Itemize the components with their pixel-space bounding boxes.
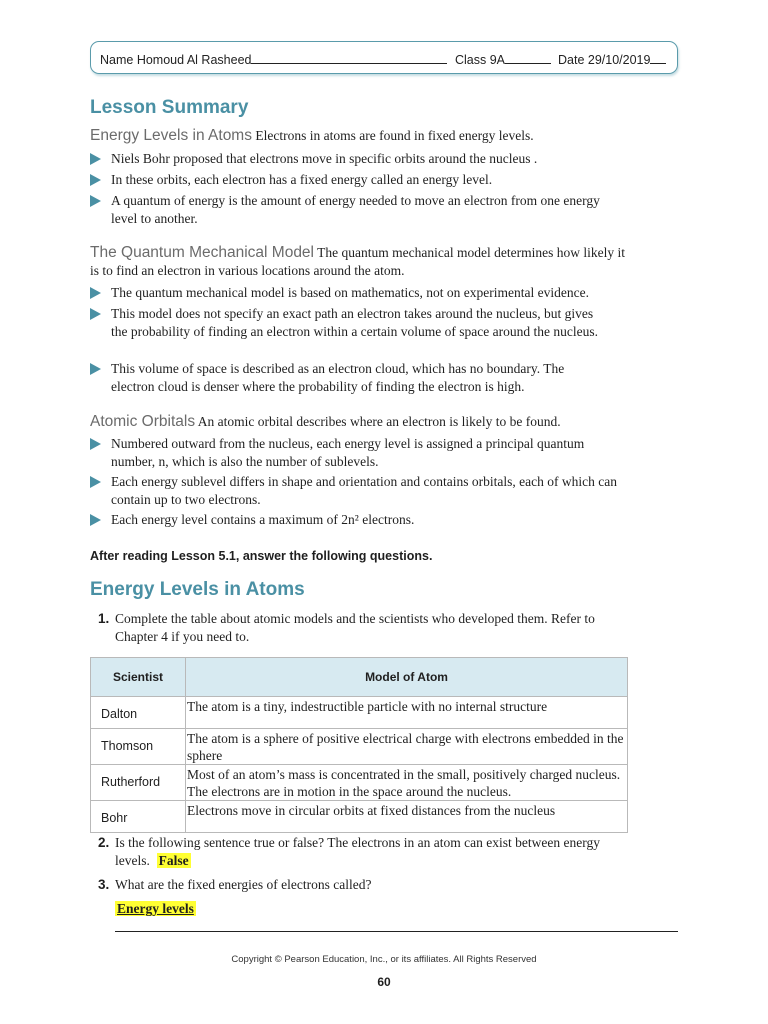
- scientist-cell: Thomson: [91, 729, 186, 765]
- question-text: Complete the table about atomic models and the scientists who developed them. Refer to Chapter 4 if you need to.: [115, 611, 595, 644]
- question-2: [90, 834, 600, 870]
- bullet-text: This volume of space is described as an electron cloud, which has no boundary. The electron cloud is denser where the probability of finding the electron is high.: [111, 361, 565, 394]
- bullet-text: This model does not specify an exact path an electron takes around the nucleus, but gives the probability of finding an electron within a certain volume of space around the nucleus.: [111, 306, 598, 339]
- model-answer-field[interactable]: The atom is a sphere of positive electrical charge with electrons embedded in the sphere: [186, 729, 628, 765]
- model-answer-field[interactable]: Most of an atom’s mass is concentrated in the small, positively charged nucleus. The electrons are in motion in the space around the nucleus.: [186, 765, 628, 801]
- student-info-box: [90, 41, 678, 74]
- model-answer-field[interactable]: The atom is a tiny, indestructible particle with no internal structure: [186, 697, 628, 729]
- table-row: [91, 729, 628, 765]
- bullet-item: [90, 192, 610, 228]
- section-heading: The Quantum Mechanical Model: [90, 244, 315, 261]
- column-header-model: Model of Atom: [186, 658, 628, 697]
- date-blank-line: [650, 51, 666, 64]
- bullet-text: A quantum of energy is the amount of energy needed to move an electron from one energy level to another.: [111, 193, 600, 226]
- bullet-triangle-icon: [90, 195, 101, 207]
- section-intro-text: The quantum mechanical model determines how likely it is to find an electron in various locations around the atom.: [90, 245, 625, 278]
- bullet-item: [90, 284, 635, 302]
- section-atomic-orbitals-intro: [90, 413, 635, 431]
- date-field: [558, 51, 666, 67]
- question-3: [90, 876, 635, 918]
- lesson-summary-title: Lesson Summary: [90, 97, 249, 118]
- section-quantum-model-intro: [90, 244, 635, 280]
- bullet-item: [90, 171, 635, 189]
- section-intro-text: An atomic orbital describes where an electron is likely to be found.: [197, 414, 561, 429]
- question-number: 3.: [98, 877, 110, 892]
- page-number: 60: [377, 975, 391, 989]
- atomic-models-table: [90, 657, 628, 833]
- copyright-notice: Copyright © Pearson Education, Inc., or its affiliates. All Rights Reserved: [231, 954, 537, 965]
- question-number: 2.: [98, 835, 110, 850]
- question-text: What are the fixed energies of electrons called?: [115, 877, 372, 892]
- bullet-text: Each energy sublevel differs in shape and orientation and contains orbitals, each of which can contain up to two electrons.: [111, 474, 617, 507]
- bullet-item: [90, 150, 635, 168]
- table-row: [91, 697, 628, 729]
- section-heading: Energy Levels in Atoms: [90, 127, 252, 144]
- reading-instruction: After reading Lesson 5.1, answer the following questions.: [90, 549, 433, 563]
- scientist-cell: Dalton: [91, 697, 186, 729]
- name-blank-line: [251, 51, 447, 64]
- bullet-text: Niels Bohr proposed that electrons move in specific orbits around the nucleus .: [111, 151, 538, 166]
- questions-section-title: Energy Levels in Atoms: [90, 579, 305, 600]
- class-field: [455, 51, 551, 67]
- scientist-cell: Rutherford: [91, 765, 186, 801]
- bullet-item: [90, 305, 606, 341]
- section-intro-text: Electrons in atoms are found in fixed energy levels.: [255, 128, 534, 143]
- section-heading: Atomic Orbitals: [90, 413, 196, 430]
- table-row: [91, 801, 628, 833]
- bullet-triangle-icon: [90, 287, 101, 299]
- answer-field[interactable]: False: [158, 853, 189, 868]
- question-1: [90, 610, 630, 646]
- name-label: Name Homoud Al Rasheed: [100, 53, 252, 67]
- bullet-text: Each energy level contains a maximum of 2n² electrons.: [111, 512, 415, 527]
- bullet-text: Numbered outward from the nucleus, each energy level is assigned a principal quantum number, n, which is also the number of sublevels.: [111, 436, 585, 469]
- question-number: 1.: [98, 611, 110, 626]
- bullet-triangle-icon: [90, 438, 101, 450]
- question-text: Is the following sentence true or false? The electrons in an atom can exist between energy levels.: [115, 835, 600, 868]
- table-header-row: [91, 658, 628, 697]
- answer-line-divider: [115, 931, 678, 932]
- model-answer-field[interactable]: Electrons move in circular orbits at fixed distances from the nucleus: [186, 801, 628, 833]
- name-field: [100, 51, 447, 67]
- column-header-scientist: Scientist: [91, 658, 186, 697]
- scientist-cell: Bohr: [91, 801, 186, 833]
- bullet-item: [90, 435, 630, 471]
- bullet-triangle-icon: [90, 174, 101, 186]
- bullet-item: [90, 511, 635, 529]
- bullet-triangle-icon: [90, 476, 101, 488]
- bullet-triangle-icon: [90, 514, 101, 526]
- bullet-item: [90, 360, 595, 396]
- bullet-triangle-icon: [90, 308, 101, 320]
- bullet-item: [90, 473, 635, 509]
- class-label: Class 9A: [455, 53, 506, 67]
- class-blank-line: [505, 51, 551, 64]
- bullet-text: In these orbits, each electron has a fixed energy called an energy level.: [111, 172, 493, 187]
- answer-field[interactable]: Energy levels: [117, 901, 194, 916]
- bullet-triangle-icon: [90, 363, 101, 375]
- date-label: Date 29/10/2019: [558, 53, 651, 67]
- bullet-triangle-icon: [90, 153, 101, 165]
- table-row: [91, 765, 628, 801]
- bullet-text: The quantum mechanical model is based on mathematics, not on experimental evidence.: [111, 285, 589, 300]
- section-energy-levels-intro: [90, 127, 635, 145]
